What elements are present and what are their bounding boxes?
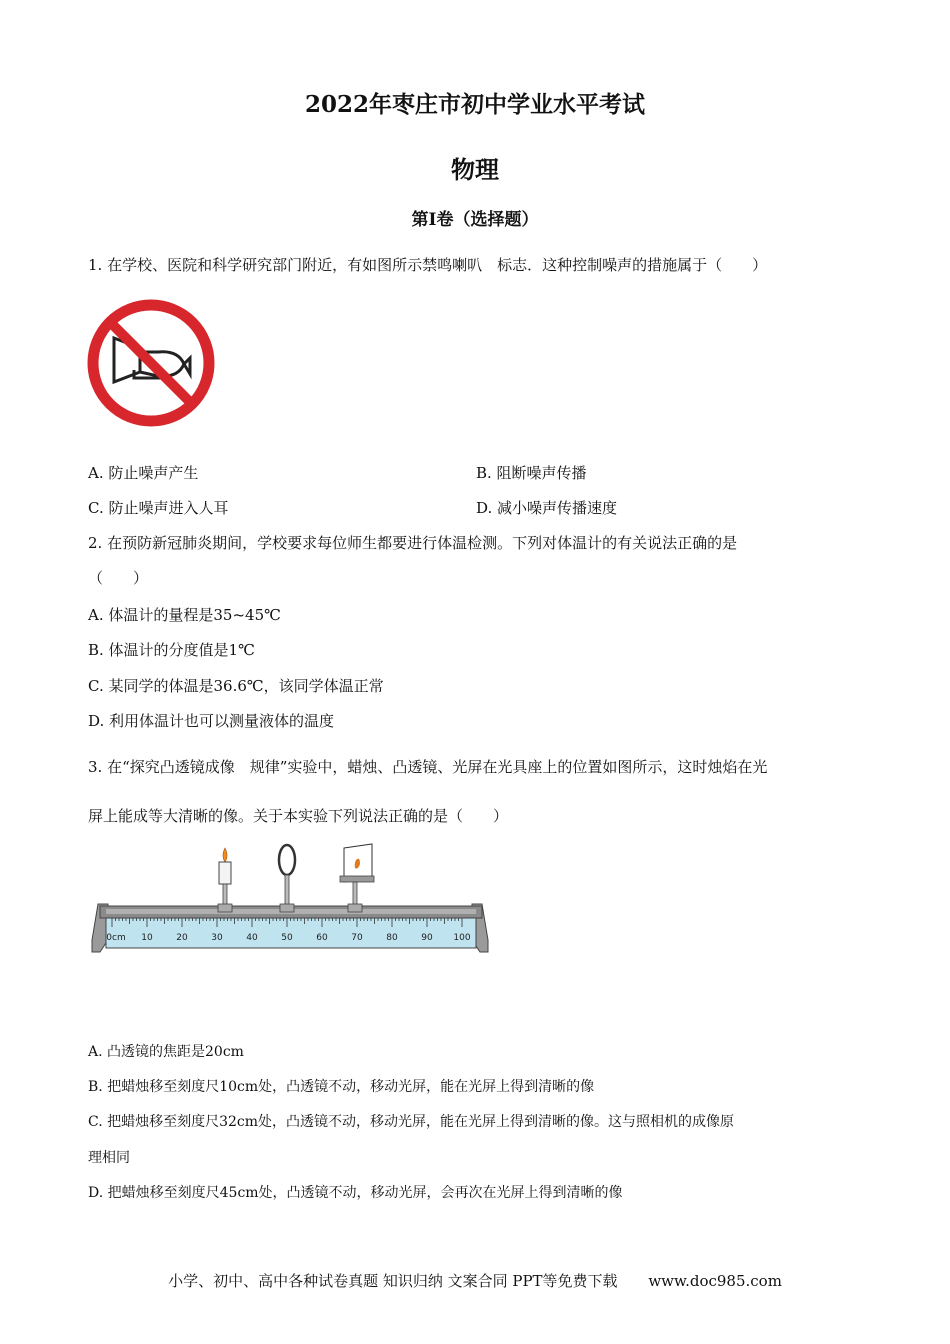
- question-2-stem: 2. 在预防新冠肺炎期间，学校要求每位师生都要进行体温检测。下列对体温计的有关说法正确的是: [88, 534, 738, 552]
- ruler-label: 50: [281, 933, 293, 943]
- q1-option-d: D. 减小噪声传播速度: [476, 499, 618, 517]
- q3-option-c-cont: 理相同: [88, 1150, 130, 1166]
- subject-title: 物理: [451, 155, 499, 184]
- question-3-stem-cont: 屏上能成等大清晰的像。关于本实验下列说法正确的是（ ）: [88, 807, 509, 825]
- ruler-label: 30: [211, 933, 223, 943]
- ruler-label: 90: [421, 933, 433, 943]
- q2-option-c: C. 某同学的体温是36.6℃，该同学体温正常: [88, 677, 384, 695]
- ruler-label: 20: [176, 933, 188, 943]
- ruler-label: 80: [386, 933, 398, 943]
- exam-title: 2022年枣庄市初中学业水平考试: [304, 91, 645, 118]
- q2-option-a: A. 体温计的量程是35~45℃: [88, 606, 281, 624]
- q1-option-c: C. 防止噪声进入人耳: [88, 499, 229, 517]
- q3-option-d: D. 把蜡烛移至刻度尺45cm处，凸透镜不动，移动光屏，会再次在光屏上得到清晰的像: [88, 1185, 623, 1201]
- ruler-label: 0cm: [106, 933, 126, 943]
- q3-option-c: C. 把蜡烛移至刻度尺32cm处，凸透镜不动，移动光屏，能在光屏上得到清晰的像。这与照相机的成像原: [88, 1114, 735, 1130]
- page-footer: [0, 1270, 950, 1291]
- q1-option-b: B. 阻断噪声传播: [476, 464, 587, 482]
- q3-option-a: A. 凸透镜的焦距是20cm: [88, 1044, 244, 1060]
- question-3-stem: 3. 在“探究凸透镜成像 规律”实验中，蜡烛、凸透镜、光屏在光具座上的位置如图所示，这时烛焰在光: [88, 758, 768, 776]
- ruler-label: 40: [246, 933, 258, 943]
- footer-link[interactable]: www.doc985.com: [648, 1272, 782, 1290]
- q2-option-b: B. 体温计的分度值是1℃: [88, 641, 255, 659]
- candle-icon: [218, 848, 232, 912]
- q1-option-a: A. 防止噪声产生: [88, 464, 199, 482]
- no-horn-sign-icon: [86, 298, 216, 428]
- ruler-label: 70: [351, 933, 363, 943]
- ruler-label: 10: [141, 933, 153, 943]
- question-2-stem-cont: （ ）: [88, 569, 149, 587]
- convex-lens-icon: [279, 845, 295, 912]
- question-1-stem: 1. 在学校、医院和科学研究部门附近，有如图所示禁鸣喇叭 标志．这种控制噪声的措施属于（ ）: [88, 256, 768, 274]
- footer-text: 小学、初中、高中各种试卷真题 知识归纳 文案合同 PPT等免费下载: [168, 1272, 618, 1290]
- light-screen-icon: [340, 844, 374, 912]
- section-title: 第I卷（选择题）: [411, 210, 539, 230]
- ruler-label: 100: [453, 933, 471, 943]
- optical-bench-diagram: [88, 842, 492, 968]
- ruler-label: 60: [316, 933, 328, 943]
- q2-option-d: D. 利用体温计也可以测量液体的温度: [88, 712, 335, 730]
- q3-option-b: B. 把蜡烛移至刻度尺10cm处，凸透镜不动，移动光屏，能在光屏上得到清晰的像: [88, 1079, 595, 1095]
